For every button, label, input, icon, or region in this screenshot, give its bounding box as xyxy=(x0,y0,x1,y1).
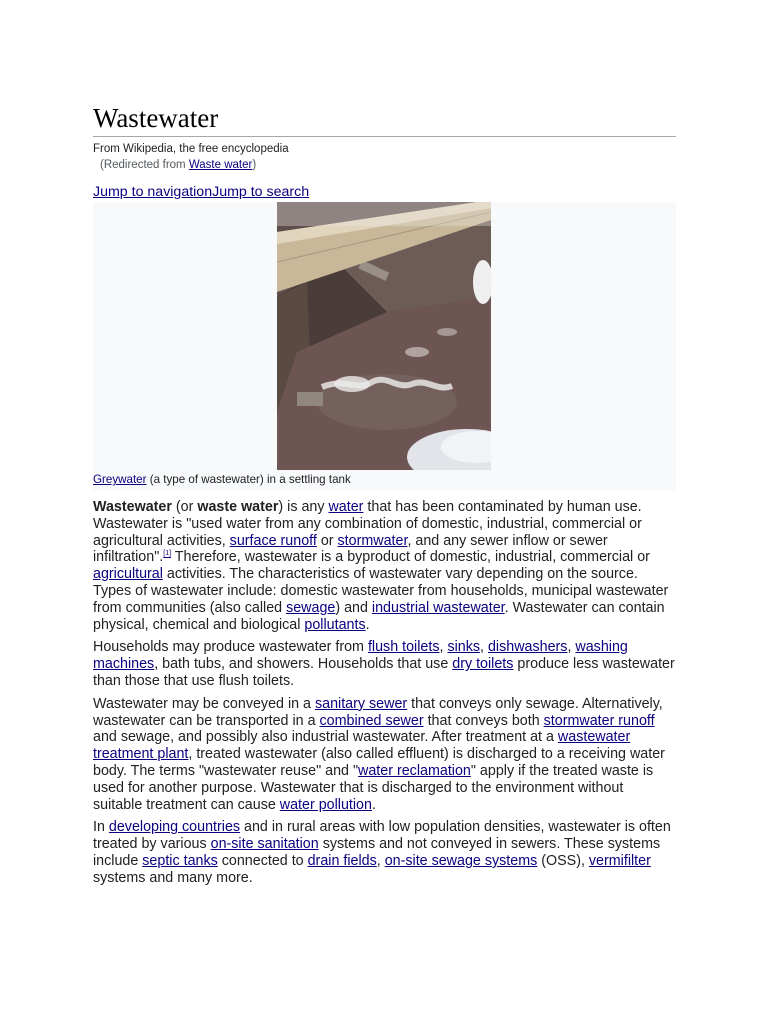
redirect-link[interactable]: Waste water xyxy=(188,159,253,171)
text-span: , and any sewer inflow or sewer infiltration". xyxy=(93,532,608,566)
site-tagline: From Wikipedia, the free encyclopedia xyxy=(93,143,289,155)
link-stormwater[interactable]: stormwater xyxy=(337,532,408,549)
link-water-pollution[interactable]: water pollution xyxy=(279,796,372,813)
text-span: " apply if the treated waste is used for another purpose. Wastewater that is discharged to the environment without suitable treatment can cause xyxy=(93,762,654,813)
link-developing-countries[interactable]: developing countries xyxy=(108,819,241,836)
text-span: systems and many more. xyxy=(93,869,253,886)
text-span: Households may produce wastewater from xyxy=(93,639,368,656)
jump-to-navigation-link[interactable]: Jump to navigation xyxy=(93,184,213,200)
link-surface-runoff[interactable]: surface runoff xyxy=(229,532,317,549)
text-span: . Wastewater can contain physical, chemical and biological xyxy=(93,599,665,633)
text-span: . xyxy=(365,616,370,633)
link-sinks[interactable]: sinks xyxy=(447,639,481,656)
reference-link-1[interactable]: [1] xyxy=(163,550,172,558)
text-span: or xyxy=(316,532,338,549)
text-span: activities. The characteristics of wastewater vary depending on the source. Types of wastewater include: domestic wastewater from households, municipal wastewater from communities (also called xyxy=(93,566,669,616)
greywater-settling-tank-photo[interactable] xyxy=(277,202,491,470)
paragraph-2 xyxy=(93,639,676,689)
text-span: , xyxy=(439,639,448,656)
link-water[interactable]: water xyxy=(328,499,364,515)
text-span: , xyxy=(376,852,385,869)
paragraph-4 xyxy=(93,819,676,886)
link-sanitary-sewer[interactable]: sanitary sewer xyxy=(314,695,408,712)
link-sewage[interactable]: sewage xyxy=(286,599,336,616)
figure-caption xyxy=(93,472,351,488)
link-dry-toilets[interactable]: dry toilets xyxy=(452,656,514,673)
bold-term-waste-water: waste water xyxy=(197,499,279,515)
text-span: In xyxy=(93,819,109,836)
text-span: Wastewater may be conveyed in a xyxy=(93,695,315,712)
caption-greywater-link[interactable]: Greywater xyxy=(93,473,147,486)
text-span: that conveys only sewage. Alternatively, wastewater can be transported in a xyxy=(93,695,663,729)
page-title: Wastewater xyxy=(93,102,676,137)
text-span: and sewage, and possibly also industrial wastewater. After treatment at a xyxy=(93,729,558,746)
text-span: and in rural areas with low population densities, wastewater is often treated by various xyxy=(93,819,671,853)
text-span: that conveys both xyxy=(423,712,544,729)
link-septic-tanks[interactable]: septic tanks xyxy=(142,852,218,869)
paragraph-3 xyxy=(93,696,676,814)
text-span: produce less wastewater than those that use flush toilets. xyxy=(93,656,675,689)
link-drain-fields[interactable]: drain fields xyxy=(307,852,377,869)
text-span: connected to xyxy=(217,852,308,869)
link-dishwashers[interactable]: dishwashers xyxy=(487,639,568,656)
caption-text: (a type of wastewater) in a settling tank xyxy=(146,473,351,486)
link-wastewater-treatment-plant[interactable]: wastewater treatment plant xyxy=(93,729,631,763)
link-on-site-sewage-systems[interactable]: on-site sewage systems xyxy=(384,852,538,869)
text-span: ) is any xyxy=(278,499,329,515)
redirect-notice xyxy=(100,157,676,173)
jump-links xyxy=(93,184,676,201)
link-water-reclamation[interactable]: water reclamation xyxy=(358,762,471,779)
link-combined-sewer[interactable]: combined sewer xyxy=(319,712,424,729)
text-span: , xyxy=(480,639,488,656)
text-span: ) and xyxy=(335,599,372,616)
bold-term-wastewater: Wastewater xyxy=(93,499,172,515)
link-washing-machines[interactable]: washing machines xyxy=(93,639,628,673)
jump-to-search-link[interactable]: Jump to search xyxy=(212,184,310,200)
link-stormwater-runoff[interactable]: stormwater runoff xyxy=(543,712,655,729)
link-flush-toilets[interactable]: flush toilets xyxy=(367,639,440,656)
text-span: systems and not conveyed in sewers. These systems include xyxy=(93,836,661,869)
text-span: , treated wastewater (also called effluent) is discharged to a receiving water body. The terms "wastewater reuse" and " xyxy=(93,746,665,779)
text-span: , bath tubs, and showers. Households that use xyxy=(154,656,453,673)
text-span: , xyxy=(567,639,576,656)
link-vermifilter[interactable]: vermifilter xyxy=(588,852,651,869)
link-industrial-wastewater[interactable]: industrial wastewater xyxy=(371,599,505,616)
link-pollutants[interactable]: pollutants xyxy=(304,616,366,633)
text-span: (OSS), xyxy=(537,852,589,869)
paragraph-1 xyxy=(93,499,676,633)
redirect-prefix: (Redirected from xyxy=(100,159,189,171)
article-content xyxy=(93,102,676,887)
text-span: that has been contaminated by human use. Wastewater is "used water from any combination of domestic, industrial, commercial or agricultural activities, xyxy=(93,499,642,549)
redirect-suffix: ) xyxy=(252,159,257,171)
text-span: . xyxy=(371,796,376,813)
link-agricultural[interactable]: agricultural xyxy=(93,566,163,583)
link-on-site-sanitation[interactable]: on-site sanitation xyxy=(210,836,319,853)
thumbnail-figure xyxy=(93,202,676,490)
text-span: Therefore, wastewater is a byproduct of domestic, industrial, commercial or xyxy=(171,549,650,566)
text-span: (or xyxy=(171,499,198,515)
